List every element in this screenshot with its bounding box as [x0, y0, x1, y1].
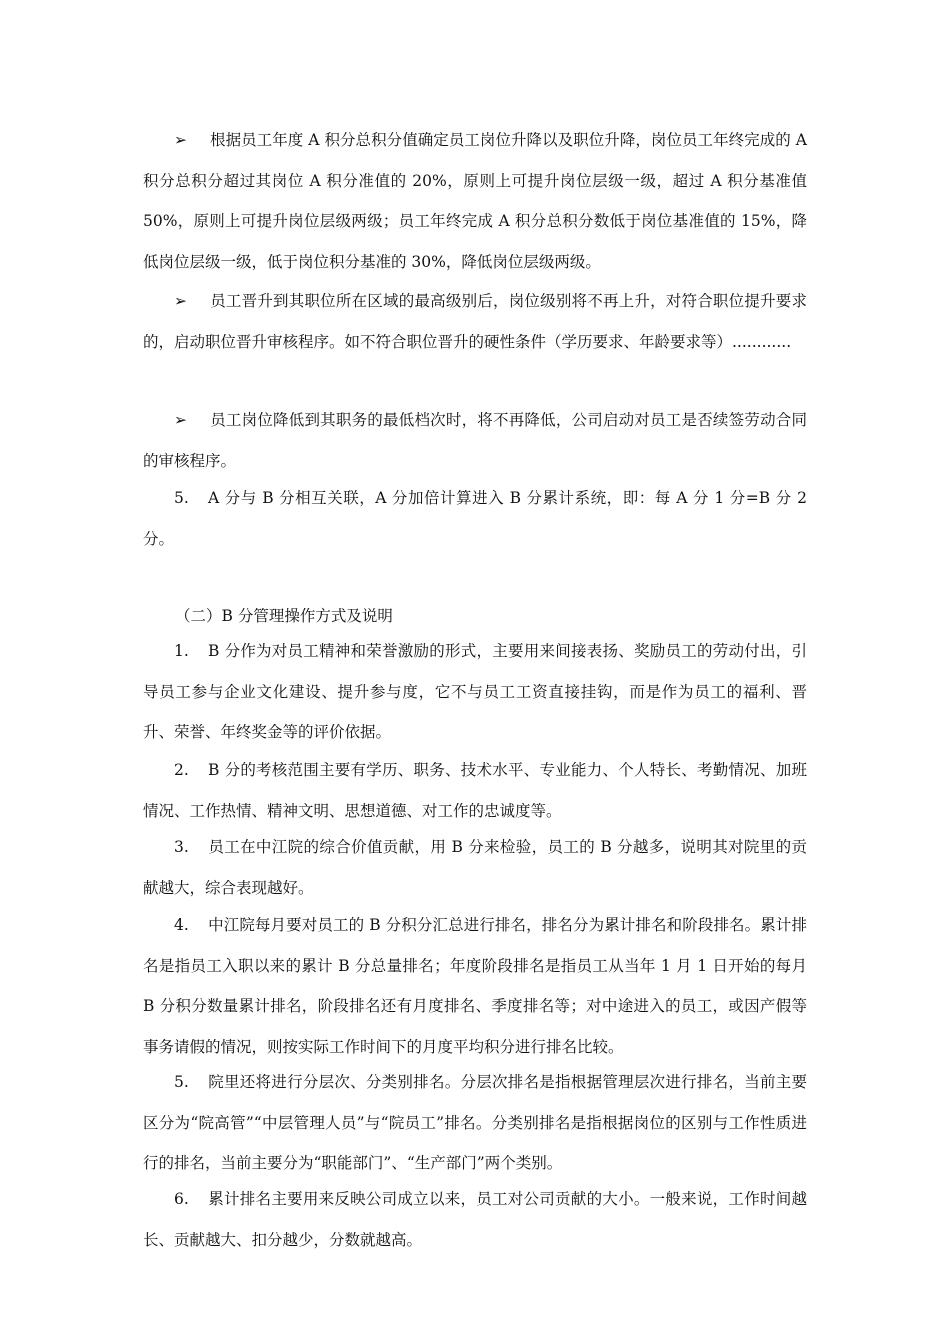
numbered-paragraph — [143, 1062, 807, 1184]
item-number: 6. — [174, 1190, 189, 1208]
bullet-paragraph — [143, 281, 807, 362]
arrow-bullet-icon: ➢ — [174, 131, 187, 149]
item-number: 5. — [174, 1073, 189, 1091]
numbered-paragraph — [143, 827, 807, 908]
paragraph-text: B 分作为对员工精神和荣誉激励的形式，主要用来间接表扬、奖励员工的劳动付出，引导员工参与企业文化建设、提升参与度，它不与员工工资直接挂钩，而是作为员工的福利、晋升、荣誉、年终奖金等的评价依据。 — [143, 642, 807, 741]
paragraph-text: B 分的考核范围主要有学历、职务、技术水平、专业能力、个人特长、考勤情况、加班情况、工作热情、精神文明、思想道德、对工作的忠诚度等。 — [143, 761, 807, 820]
paragraph-text: A 分与 B 分相互关联，A 分加倍计算进入 B 分累计系统，即：每 A 分 1 分=B 分 2 分。 — [143, 489, 807, 548]
paragraph-text: 中江院每月要对员工的 B 分积分汇总进行排名，排名分为累计排名和阶段排名。累计排名是指员工入职以来的累计 B 分总量排名；年度阶段排名是指员工从当年 1 月 1 日开始的每月 B 分积分数量累计排名，阶段排名还有月度排名、季度排名等；对中途进入的员工，或因产假等事务请假的情况，则按实际工作时间下的月度平均积分进行排名比较。 — [143, 916, 807, 1056]
section-heading: （二）B 分管理操作方式及说明 — [175, 607, 393, 625]
paragraph-text: 员工岗位降低到其职务的最低档次时，将不再降低，公司启动对员工是否续签劳动合同的审核程序。 — [143, 411, 807, 470]
numbered-paragraph — [143, 750, 807, 831]
item-number: 2. — [174, 761, 189, 779]
item-number: 5. — [174, 489, 189, 507]
paragraph-text: 员工晋升到其职位所在区域的最高级别后，岗位级别将不再上升，对符合职位提升要求的，启动职位晋升审核程序。如不符合职位晋升的硬性条件（学历要求、年龄要求等）............ — [143, 292, 807, 351]
item-number: 1. — [174, 642, 189, 660]
arrow-bullet-icon: ➢ — [174, 411, 187, 429]
numbered-paragraph — [143, 478, 807, 559]
arrow-bullet-icon: ➢ — [174, 292, 187, 310]
bullet-paragraph — [143, 400, 807, 481]
paragraph-text: 院里还将进行分层次、分类别排名。分层次排名是指根据管理层次进行排名，当前主要区分为“院高管”“中层管理人员”与“院员工”排名。分类别排名是指根据岗位的区别与工作性质进行的排名，当前主要分为“职能部门”、“生产部门”两个类别。 — [143, 1073, 807, 1172]
paragraph-text: 根据员工年度 A 积分总积分值确定员工岗位升降以及职位升降，岗位员工年终完成的 A 积分总积分超过其岗位 A 积分准值的 20%，原则上可提升岗位层级一级，超过 A 积分基准值 50%，原则上可提升岗位层级两级；员工年终完成 A 积分总积分数低于岗位基准值的 15%，降低岗位层级一级，低于岗位积分基准的 30%，降低岗位层级两级。 — [143, 131, 807, 271]
numbered-paragraph — [143, 1179, 807, 1260]
paragraph-text: 员工在中江院的综合价值贡献，用 B 分来检验，员工的 B 分越多，说明其对院里的贡献越大，综合表现越好。 — [143, 838, 807, 897]
bullet-paragraph — [143, 120, 807, 282]
numbered-paragraph — [143, 631, 807, 753]
item-number: 4. — [174, 916, 189, 934]
numbered-paragraph — [143, 905, 807, 1067]
item-number: 3. — [174, 838, 189, 856]
paragraph-text: 累计排名主要用来反映公司成立以来，员工对公司贡献的大小。一般来说，工作时间越长、贡献越大、扣分越少，分数就越高。 — [143, 1190, 807, 1249]
